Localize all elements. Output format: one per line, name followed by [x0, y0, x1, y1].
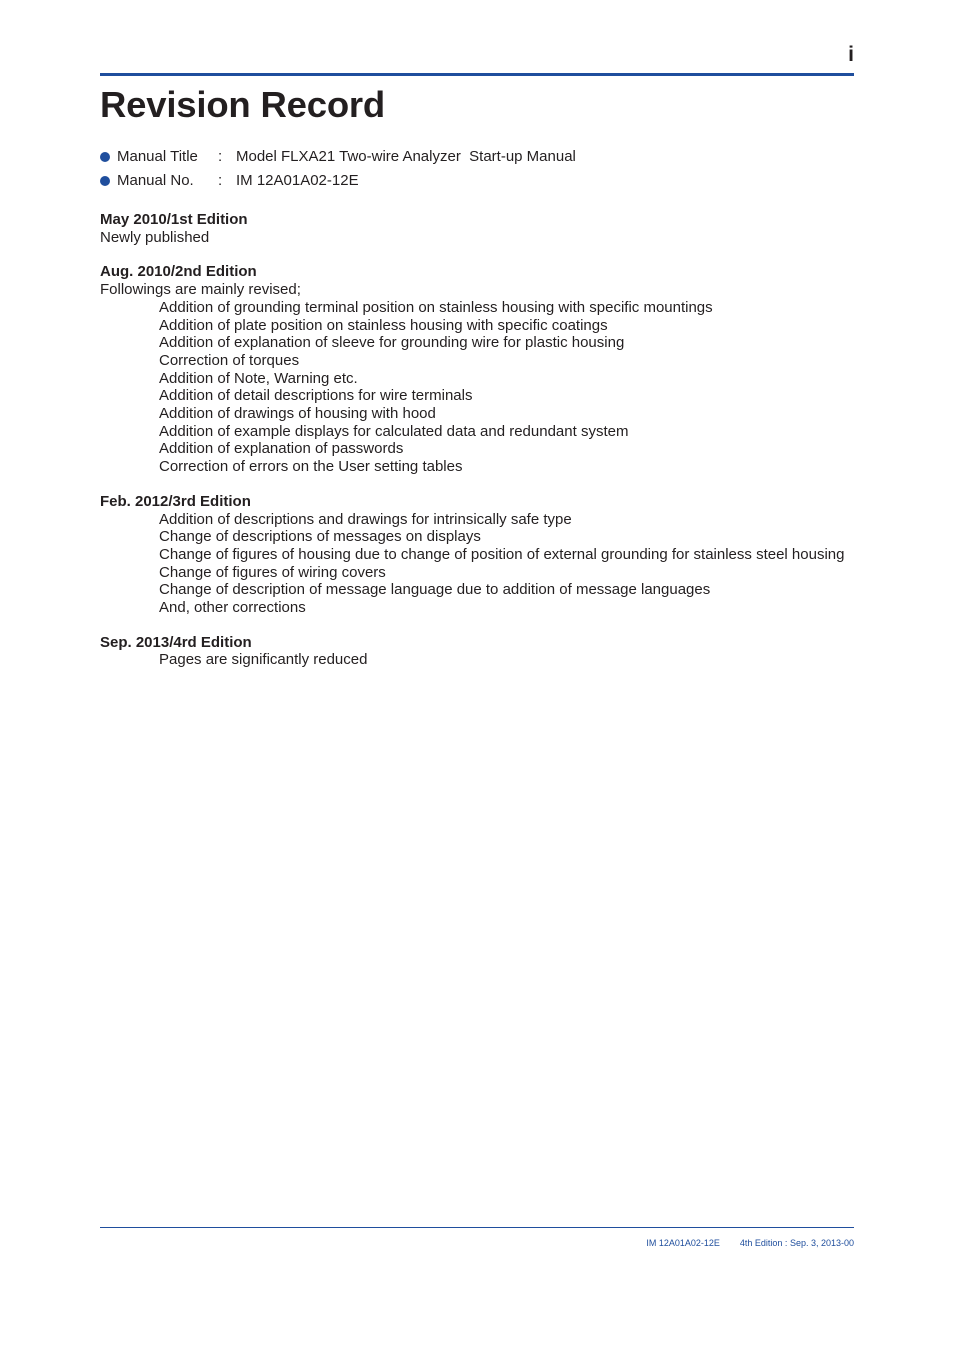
revision-section — [100, 211, 854, 246]
revision-heading: Feb. 2012/3rd Edition — [100, 492, 251, 510]
page-title: Revision Record — [100, 84, 386, 125]
footer — [646, 1238, 854, 1248]
revision-list — [100, 211, 854, 686]
header-rule — [100, 73, 854, 76]
revision-intro: Newly published — [100, 228, 210, 246]
revision-item: Addition of Note, Warning etc. — [159, 369, 358, 387]
meta-colon: : — [218, 172, 223, 189]
page-number: i — [848, 43, 854, 66]
revision-item: And, other corrections — [159, 599, 306, 617]
revision-heading: May 2010/1st Edition — [100, 211, 248, 228]
meta-row-title — [100, 145, 576, 169]
revision-section — [100, 634, 854, 669]
meta-row-number — [100, 169, 576, 193]
revision-intro: Followings are mainly revised; — [100, 281, 301, 299]
bullet-icon — [100, 176, 110, 186]
footer-doc-number: IM 12A01A02-12E — [646, 1238, 720, 1248]
revision-heading: Aug. 2010/2nd Edition — [100, 263, 257, 281]
revision-item: Addition of example displays for calculated data and redundant system — [159, 422, 629, 440]
bullet-icon — [100, 152, 110, 162]
revision-item: Addition of plate position on stainless housing with specific coatings — [159, 316, 608, 334]
footer-rule — [100, 1227, 854, 1228]
manual-meta — [100, 145, 576, 193]
meta-value: IM 12A01A02-12E — [236, 172, 359, 189]
revision-item: Correction of errors on the User setting tables — [159, 458, 463, 476]
revision-item: Change of description of message language due to addition of message languages — [159, 581, 711, 599]
revision-item: Addition of descriptions and drawings for intrinsically safe type — [159, 510, 572, 528]
meta-value: Model FLXA21 Two-wire Analyzer Start-up Manual — [236, 148, 576, 165]
revision-section — [100, 263, 854, 475]
revision-section — [100, 493, 854, 617]
revision-item: Change of figures of wiring covers — [159, 563, 386, 581]
revision-item: Addition of grounding terminal position on stainless housing with specific mountings — [159, 298, 713, 316]
revision-item: Addition of detail descriptions for wire terminals — [159, 387, 473, 405]
meta-colon: : — [218, 148, 223, 165]
revision-item: Addition of drawings of housing with hood — [159, 405, 436, 423]
revision-item: Change of figures of housing due to change of position of external grounding for stainless steel housing — [159, 545, 845, 563]
revision-item: Addition of explanation of sleeve for grounding wire for plastic housing — [159, 334, 625, 352]
meta-label: Manual Title — [117, 148, 198, 165]
revision-item: Change of descriptions of messages on displays — [159, 528, 481, 546]
revision-heading: Sep. 2013/4rd Edition — [100, 633, 252, 651]
footer-edition: 4th Edition : Sep. 3, 2013-00 — [739, 1238, 854, 1248]
revision-item: Correction of torques — [159, 351, 300, 369]
revision-item: Addition of explanation of passwords — [159, 440, 404, 458]
meta-label: Manual No. — [117, 172, 194, 189]
revision-item: Pages are significantly reduced — [159, 651, 368, 669]
